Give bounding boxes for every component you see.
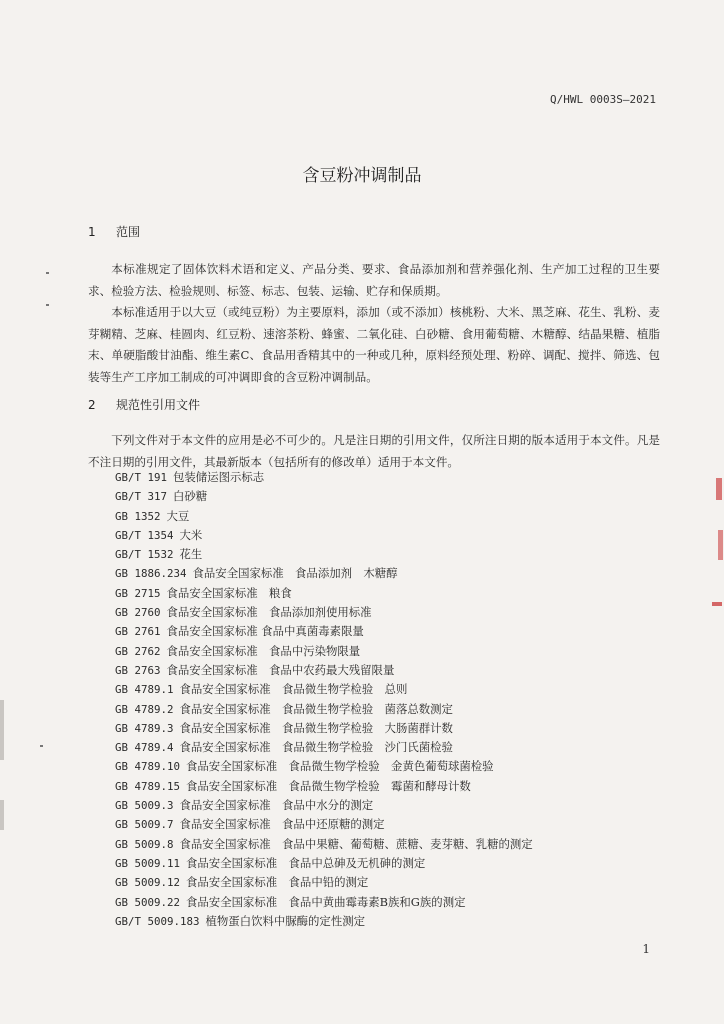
reference-code: GB 5009.3 [115, 799, 174, 813]
reference-code: GB 5009.7 [115, 818, 174, 832]
reference-title: 食品安全国家标准 食品添加剂使用标准 [166, 605, 372, 620]
reference-item [115, 757, 675, 776]
scan-edge-shadow [0, 800, 4, 830]
section-title: 规范性引用文件 [116, 398, 201, 412]
reference-title: 食品安全国家标准 食品中总砷及无机砷的测定 [186, 855, 426, 870]
scope-paragraph-1: 本标准规定了固体饮料术语和定义、产品分类、要求、食品添加剂和营养强化剂、生产加工过程的卫生要求、检验方法、检验规则、标签、标志、包装、运输、贮存和保质期。 [88, 262, 660, 298]
reference-item [115, 835, 675, 854]
reference-code: GB 2715 [115, 586, 161, 600]
reference-title: 食品安全国家标准 食品微生物学检验 霉菌和酵母计数 [186, 778, 471, 793]
reference-item [115, 719, 675, 738]
reference-title: 食品安全国家标准 食品中黄曲霉毒素B族和G族的测定 [186, 894, 466, 909]
reference-title: 大豆 [166, 508, 190, 523]
reference-title: 食品安全国家标准 食品微生物学检验 金黄色葡萄球菌检验 [186, 759, 494, 774]
reference-code: GB 4789.4 [115, 741, 174, 755]
reference-item [115, 912, 675, 931]
reference-item [115, 738, 675, 757]
reference-code: GB/T 191 [115, 471, 168, 484]
reference-code: GB 2760 [115, 606, 161, 620]
red-seal-edge-mark [716, 478, 722, 500]
reference-title: 食品安全国家标准 食品中还原糖的测定 [179, 817, 385, 832]
reference-title: 食品安全国家标准 食品中农药最大残留限量 [166, 662, 395, 677]
reference-code: GB 5009.8 [115, 837, 174, 851]
reference-code: GB 4789.15 [115, 779, 181, 793]
reference-title: 食品安全国家标准 食品微生物学检验 沙门氏菌检验 [179, 740, 453, 755]
reference-code: GB 4789.3 [115, 721, 174, 735]
reference-item [115, 564, 675, 583]
reference-code: GB/T 317 [115, 490, 168, 504]
reference-item [115, 622, 675, 641]
reference-code: GB 5009.12 [115, 876, 181, 890]
reference-code: GB 5009.11 [115, 856, 181, 870]
reference-title: 白砂糖 [173, 489, 208, 504]
scan-speck [40, 745, 43, 747]
reference-item [115, 507, 675, 526]
reference-item [115, 661, 675, 680]
scan-speck [46, 272, 49, 274]
reference-code: GB/T 1354 [115, 528, 174, 542]
reference-item [115, 815, 675, 834]
document-title: 含豆粉冲调制品 [302, 166, 422, 186]
reference-title: 食品安全国家标准 食品中铅的测定 [186, 875, 369, 890]
reference-code: GB 2761 [115, 625, 161, 639]
reference-title: 食品安全国家标准 粮食 [166, 585, 292, 600]
reference-code: GB 1886.234 [115, 567, 187, 581]
reference-item [115, 873, 675, 892]
reference-code: GB 2763 [115, 663, 161, 677]
reference-item [115, 584, 675, 603]
reference-title: 植物蛋白饮料中脲酶的定性测定 [205, 913, 365, 928]
reference-title: 食品安全国家标准 食品中果糖、葡萄糖、蔗糖、麦芽糖、乳糖的测定 [179, 836, 533, 851]
reference-list [115, 468, 675, 931]
reference-title: 食品安全国家标准 食品添加剂 木糖醇 [192, 566, 398, 581]
section-number: 2 [88, 398, 96, 412]
reference-code: GB 4789.10 [115, 760, 181, 774]
red-seal-edge-mark [712, 602, 722, 606]
reference-item [115, 680, 675, 699]
reference-code: GB/T 1532 [115, 548, 174, 562]
standard-code: Q/HWL 0003S—2021 [550, 93, 656, 106]
scope-paragraph-2: 本标准适用于以大豆（或纯豆粉）为主要原料，添加（或不添加）核桃粉、大米、黑芝麻、花生、乳粉、麦芽糊精、芝麻、桂圆肉、红豆粉、速溶茶粉、蜂蜜、二氧化硅、白砂糖、食用葡萄糖、木糖醇、结晶果糖、植脂末、单硬脂酸甘油酯、维生素C、食品用香精其中的一种或几种，原料经预处理、粉碎、调配、搅拌、筛选、包装等生产工序加工制成的可冲调即食的含豆粉冲调制品。 [88, 305, 660, 384]
reference-code: GB 1352 [115, 509, 161, 523]
reference-title: 食品安全国家标准 食品中污染物限量 [166, 643, 361, 658]
reference-item [115, 796, 675, 815]
reference-title: 食品安全国家标准 食品微生物学检验 总则 [179, 682, 408, 697]
reference-item [115, 487, 675, 506]
reference-item [115, 468, 675, 487]
reference-item [115, 545, 675, 564]
reference-code: GB 2762 [115, 644, 161, 658]
reference-title: 食品安全国家标准 食品微生物学检验 大肠菌群计数 [179, 720, 453, 735]
page-number: 1 [642, 942, 650, 956]
reference-item [115, 642, 675, 661]
section-heading-normative-references [88, 396, 200, 413]
reference-title: 包装储运图示标志 [173, 470, 265, 484]
reference-title: 花生 [179, 547, 203, 562]
reference-title: 食品安全国家标准 食品中真菌毒素限量 [166, 624, 364, 639]
reference-item [115, 526, 675, 545]
reference-title: 食品安全国家标准 食品中水分的测定 [179, 798, 374, 813]
reference-item [115, 854, 675, 873]
reference-item [115, 603, 675, 622]
section-number: 1 [88, 225, 96, 239]
reference-item [115, 700, 675, 719]
references-intro-paragraph: 下列文件对于本文件的应用是必不可少的。凡是注日期的引用文件，仅所注日期的版本适用于本文件。凡是不注日期的引用文件，其最新版本（包括所有的修改单）适用于本文件。 [88, 433, 660, 469]
reference-title: 食品安全国家标准 食品微生物学检验 菌落总数测定 [179, 701, 453, 716]
scan-edge-shadow [0, 700, 4, 760]
section-title: 范围 [116, 225, 141, 239]
reference-title: 大米 [179, 527, 203, 542]
reference-code: GB 4789.2 [115, 702, 174, 716]
reference-item [115, 777, 675, 796]
reference-code: GB 4789.1 [115, 683, 174, 697]
section-heading-scope [88, 223, 140, 240]
reference-item [115, 893, 675, 912]
red-seal-edge-mark [718, 530, 723, 560]
scan-speck [46, 304, 49, 306]
reference-code: GB 5009.22 [115, 895, 181, 909]
reference-code: GB/T 5009.183 [115, 914, 200, 928]
